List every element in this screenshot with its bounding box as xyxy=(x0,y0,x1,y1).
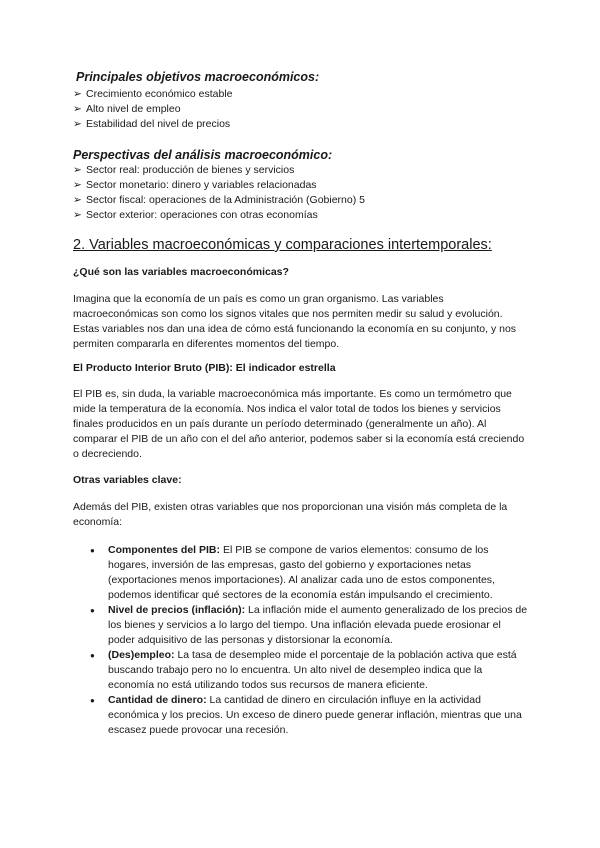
list-item xyxy=(73,87,233,102)
bullet-text: El PIB se compone de varios elementos: consumo de los hogares, inversión de las empresas, gasto del gobierno y exportaciones netas (exportaciones menos importaciones). Al analizar cada uno de estos componentes, podemos identificar qué sectores de la economía están impulsando el crecimiento. xyxy=(108,544,495,601)
list-item-text: Sector fiscal: operaciones de la Administración (Gobierno) 5 xyxy=(86,194,365,206)
list-item xyxy=(73,117,233,132)
perspectives-heading: Perspectivas del análisis macroeconómico: xyxy=(73,148,333,162)
objectives-list xyxy=(73,87,233,132)
list-item-text: Sector monetario: dinero y variables relacionadas xyxy=(86,179,317,191)
perspectives-list xyxy=(73,163,365,223)
list-item xyxy=(73,193,365,208)
list-item xyxy=(73,163,365,178)
bullet-text: La cantidad de dinero en circulación influye en la actividad económica y los precios. Un exceso de dinero puede generar inflación, mientras que una escasez puede provocar una recesión. xyxy=(108,694,522,736)
pib-heading: El Producto Interior Bruto (PIB): El indicador estrella xyxy=(73,362,336,374)
bullet-term: (Des)empleo: xyxy=(108,649,175,661)
list-item xyxy=(108,543,528,603)
list-item xyxy=(73,208,365,223)
arrow-icon: ➢ xyxy=(73,179,82,191)
list-item xyxy=(73,178,365,193)
arrow-icon: ➢ xyxy=(73,209,82,221)
pib-paragraph: El PIB es, sin duda, la variable macroeconómica más importante. Es como un termómetro que mide la temperatura de la economía. Nos indica el valor total de todos los bienes y servicios finales producidos en un país durante un período determinado (generalmente un año). Al comparar el PIB de un año con el del año anterior, podemos saber si la economía está creciendo o decreciendo. xyxy=(73,388,525,460)
arrow-icon: ➢ xyxy=(73,88,82,100)
bullet-term: Componentes del PIB: xyxy=(108,544,221,556)
key-variables-list xyxy=(108,543,528,738)
objectives-heading: Principales objetivos macroeconómicos: xyxy=(76,70,320,84)
list-item-text: Crecimiento económico estable xyxy=(86,88,233,100)
bullet-text: La inflación mide el aumento generalizado de los precios de los bienes y servicios a lo largo del tiempo. Una inflación elevada puede erosionar el poder adquisitivo de las personas y distorsionar la economía. xyxy=(108,604,528,646)
list-item xyxy=(108,648,528,693)
list-item-text: Sector real: producción de bienes y servicios xyxy=(86,164,295,176)
section-title: 2. Variables macroeconómicas y comparaciones intertemporales: xyxy=(73,237,492,253)
bullet-text: La tasa de desempleo mide el porcentaje de la población activa que está buscando trabajo pero no lo encuentra. Un alto nivel de desempleo indica que la economía no está utilizando todos sus recursos de manera eficiente. xyxy=(108,649,517,691)
list-item xyxy=(108,603,528,648)
list-item-text: Sector exterior: operaciones con otras economías xyxy=(86,209,318,221)
question-heading: ¿Qué son las variables macroeconómicas? xyxy=(73,266,289,278)
question-paragraph: Imagina que la economía de un país es como un gran organismo. Las variables macroeconómicas son como los signos vitales que nos permiten medir su salud y evolución. Estas variables nos dan una idea de cómo está funcionando la economía en su conjunto, y nos permiten compararla en diferentes momentos del tiempo. xyxy=(73,293,517,350)
arrow-icon: ➢ xyxy=(73,194,82,206)
list-item xyxy=(108,693,528,738)
bullet-term: Nivel de precios (inflación): xyxy=(108,604,246,616)
list-item-text: Estabilidad del nivel de precios xyxy=(86,118,231,130)
list-item-text: Alto nivel de empleo xyxy=(86,103,181,115)
other-variables-heading: Otras variables clave: xyxy=(73,474,182,486)
arrow-icon: ➢ xyxy=(73,118,82,130)
list-item xyxy=(73,102,233,117)
other-variables-paragraph: Además del PIB, existen otras variables que nos proporcionan una visión más completa de la economía: xyxy=(73,501,508,528)
arrow-icon: ➢ xyxy=(73,164,82,176)
bullet-term: Cantidad de dinero: xyxy=(108,694,207,706)
arrow-icon: ➢ xyxy=(73,103,82,115)
